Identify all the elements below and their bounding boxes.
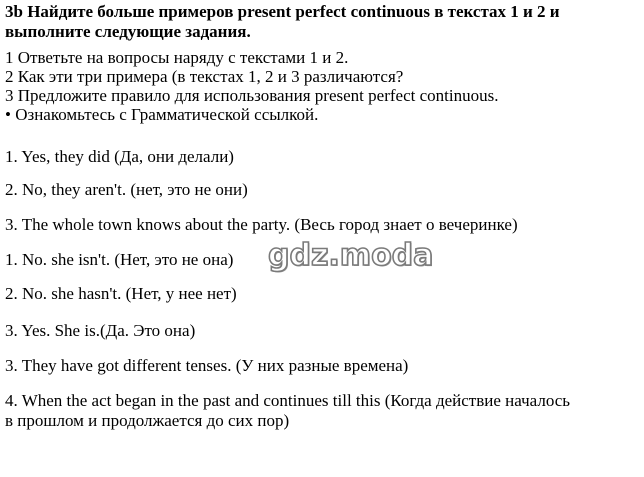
answer-line: 2. No, they aren't. (нет, это не они) bbox=[5, 180, 248, 199]
answer-line: 1. No. she isn't. (Нет, это не она) bbox=[5, 250, 234, 269]
task-item-3: 3 Предложите правило для использования present perfect continuous. bbox=[5, 86, 499, 105]
answer-line: 4. When the act began in the past and continues till this (Когда действие началось bbox=[5, 391, 571, 410]
answer-line: 1. Yes, they did (Да, они делали) bbox=[5, 147, 234, 166]
answer-line: в прошлом и продолжается до сих пор) bbox=[5, 411, 290, 430]
answer-line: 2. No. she hasn't. (Нет, у нее нет) bbox=[5, 284, 237, 303]
watermark-logo: gdz.moda bbox=[268, 238, 434, 273]
exercise-heading bbox=[5, 2, 639, 42]
task-item-4: • Ознакомьтесь с Грамматической ссылкой. bbox=[5, 105, 319, 124]
heading-line-1: 3b Найдите больше примеров present perfect continuous в текстах 1 и 2 и bbox=[5, 2, 560, 21]
task-item-1: 1 Ответьте на вопросы наряду с текстами 1 и 2. bbox=[5, 48, 349, 67]
answer-line: 3. They have got different tenses. (У них разные времена) bbox=[5, 356, 409, 375]
answer-line: 3. Yes. She is.(Да. Это она) bbox=[5, 321, 196, 340]
heading-line-2: выполните следующие задания. bbox=[5, 22, 251, 41]
task-item-2: 2 Как эти три примера (в текстах 1, 2 и 3 различаются? bbox=[5, 67, 404, 86]
answer-line: 3. The whole town knows about the party. (Весь город знает о вечеринке) bbox=[5, 215, 518, 234]
task-list bbox=[5, 48, 639, 124]
